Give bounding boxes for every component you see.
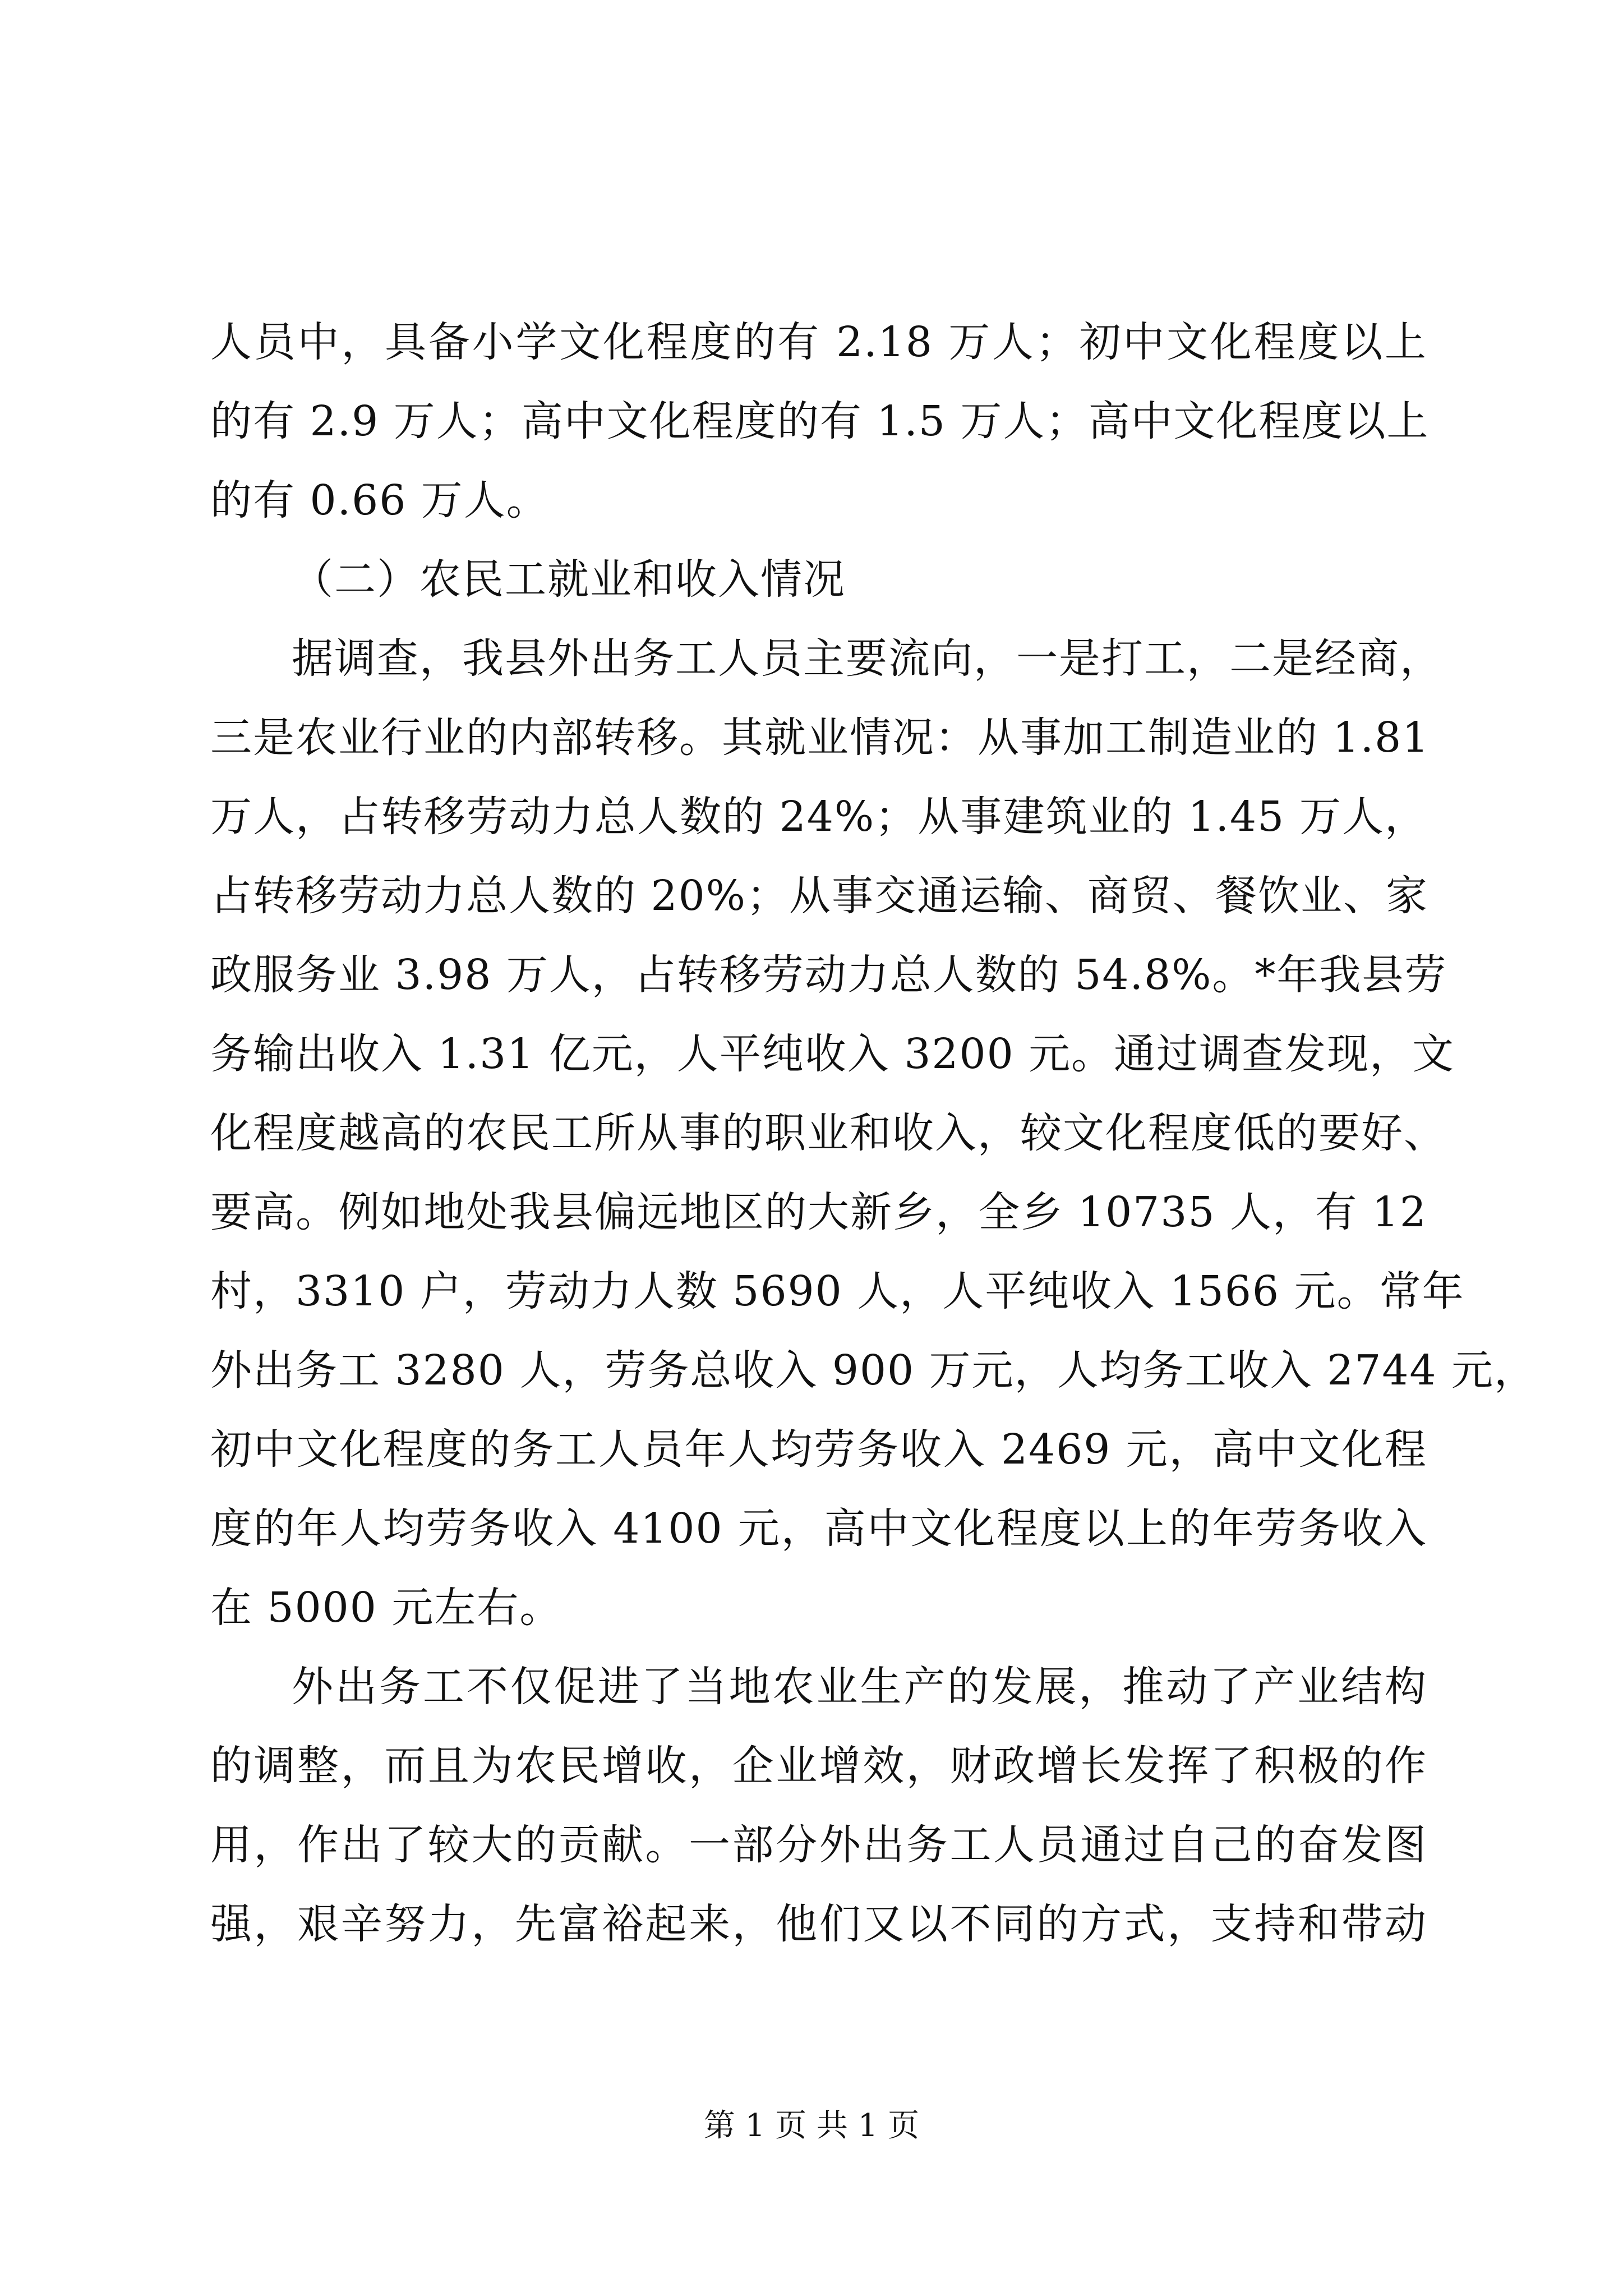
text-line: 万人，占转移劳动力总人数的 24%；从事建筑业的 1.45 万人， xyxy=(210,793,1427,841)
text-line: 务输出收入 1.31 亿元，人平纯收入 3200 元。通过调查发现，文 xyxy=(210,1030,1455,1078)
text-line: 度的年人均劳务收入 4100 元，高中文化程度以上的年劳务收入 xyxy=(210,1504,1427,1553)
text-line: 据调查，我县外出务工人员主要流向，一是打工，二是经商， xyxy=(292,634,1442,683)
text-line: 的有 0.66 万人。 xyxy=(210,476,549,524)
section-heading: （二）农民工就业和收入情况 xyxy=(292,555,846,604)
body-text xyxy=(210,303,1537,1964)
text-line: 初中文化程度的务工人员年人均劳务收入 2469 元，高中文化程 xyxy=(210,1425,1427,1474)
text-line: 的调整，而且为农民增收，企业增效，财政增长发挥了积极的作 xyxy=(210,1742,1427,1790)
text-line: 要高。例如地处我县偏远地区的大新乡，全乡 10735 人，有 12 xyxy=(210,1188,1427,1236)
text-line: 人员中，具备小学文化程度的有 2.18 万人；初中文化程度以上 xyxy=(210,318,1427,366)
text-line: 用，作出了较大的贡献。一部分外出务工人员通过自己的奋发图 xyxy=(210,1821,1427,1869)
text-line: 政服务业 3.98 万人，占转移劳动力总人数的 54.8%。*年我县劳 xyxy=(210,951,1447,999)
text-line: 三是农业行业的内部转移。其就业情况：从事加工制造业的 1.81 xyxy=(210,714,1430,762)
text-line: 在 5000 元左右。 xyxy=(210,1584,562,1632)
page-number-footer: 第 1 页 共 1 页 xyxy=(703,2108,920,2144)
text-line: 村，3310 户，劳动力人数 5690 人，人平纯收入 1566 元。常年 xyxy=(210,1267,1465,1315)
text-line: 占转移劳动力总人数的 20%；从事交通运输、商贸、餐饮业、家 xyxy=(210,872,1428,920)
text-line: 外出务工不仅促进了当地农业生产的发展，推动了产业结构 xyxy=(292,1663,1427,1711)
text-line: 化程度越高的农民工所从事的职业和收入，较文化程度低的要好、 xyxy=(210,1109,1446,1157)
text-line: 强，艰辛努力，先富裕起来，他们又以不同的方式，支持和带动 xyxy=(210,1900,1427,1948)
text-line: 外出务工 3280 人，劳务总收入 900 万元，人均务工收入 2744 元， xyxy=(210,1346,1537,1395)
text-line: 的有 2.9 万人；高中文化程度的有 1.5 万人；高中文化程度以上 xyxy=(210,397,1430,445)
